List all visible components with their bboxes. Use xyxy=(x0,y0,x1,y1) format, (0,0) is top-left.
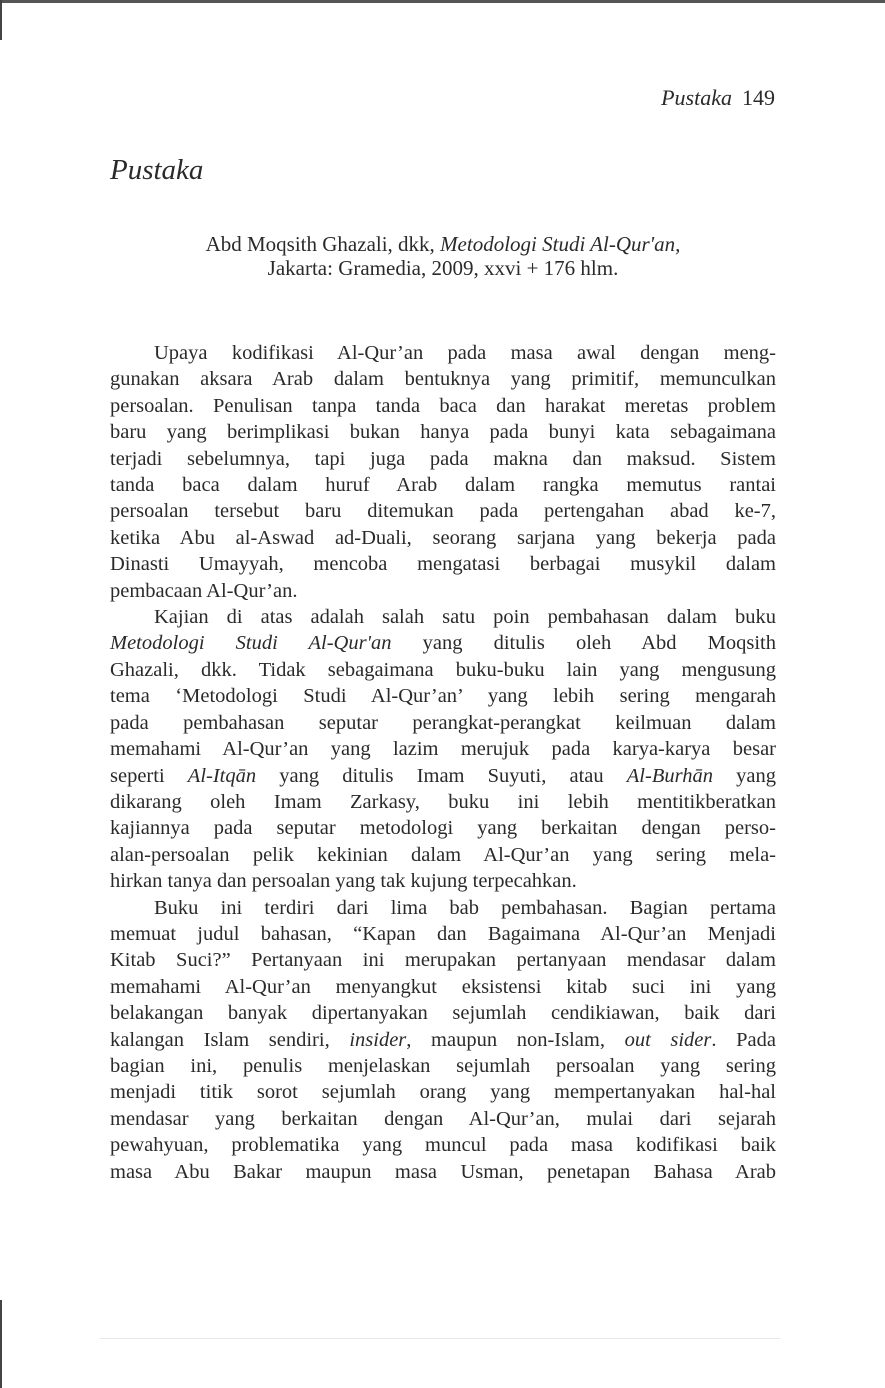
text-line xyxy=(110,419,776,445)
text-segment: hirkan tanya dan persoalan yang tak kujung terpecahkan. xyxy=(110,870,577,893)
book-citation xyxy=(110,232,776,280)
text-segment: . Pada xyxy=(711,1028,776,1051)
text-segment: Buku ini terdiri dari lima bab pembahasan. Bagian pertama xyxy=(154,896,776,919)
text-segment: pewahyuan, problematika yang muncul pada masa kodifikasi baik xyxy=(110,1134,776,1157)
text-line xyxy=(110,630,776,656)
text-line xyxy=(110,393,776,419)
running-head xyxy=(661,84,775,112)
citation-author: Abd Moqsith Ghazali, dkk, xyxy=(205,232,441,256)
text-segment: dikarang oleh Imam Zarkasy, buku ini lebih mentitikberatkan xyxy=(110,790,776,813)
text-line xyxy=(110,657,776,683)
text-segment: belakangan banyak dipertanyakan sejumlah cendikiawan, baik dari xyxy=(110,1002,776,1025)
text-line xyxy=(110,1106,776,1132)
citation-publication: Jakarta: Gramedia, 2009, xxvi + 176 hlm. xyxy=(267,256,619,280)
text-line xyxy=(110,1000,776,1026)
text-segment: Upaya kodifikasi Al-Qur’an pada masa awal dengan meng- xyxy=(154,342,776,364)
text-segment: mendasar yang berkaitan dengan Al-Qur’an, mulai dari sejarah xyxy=(110,1107,776,1130)
text-line xyxy=(110,498,776,524)
text-segment: baru yang berimplikasi bukan hanya pada bunyi kata sebagaimana xyxy=(110,421,776,444)
text-segment: menjadi titik sorot sejumlah orang yang mempertanyakan hal-hal xyxy=(110,1081,776,1104)
text-line xyxy=(110,789,776,815)
citation-line-1 xyxy=(110,232,776,256)
text-line xyxy=(110,868,776,894)
text-segment: Ghazali, dkk. Tidak sebagaimana buku-buku lain yang mengusung xyxy=(110,658,776,681)
text-line xyxy=(110,551,776,577)
italic-text: insider xyxy=(349,1028,407,1051)
italic-text: Al-Itqān xyxy=(187,764,257,787)
text-segment: memahami Al-Qur’an menyangkut eksistensi kitab suci ini yang xyxy=(110,975,776,998)
italic-text: Metodologi Studi Al-Qur'an xyxy=(110,632,392,655)
text-segment: gunakan aksara Arab dalam bentuknya yang primitif, memunculkan xyxy=(110,368,776,391)
text-segment: memuat judul bahasan, “Kapan dan Bagaimana Al-Qur’an Menjadi xyxy=(110,922,776,945)
text-line xyxy=(110,525,776,551)
text-line xyxy=(110,921,776,947)
text-segment: , maupun non-Islam, xyxy=(406,1028,625,1051)
left-edge-mark xyxy=(0,0,2,40)
paragraph xyxy=(110,604,776,894)
text-segment: persoalan tersebut baru ditemukan pada pertengahan abad ke-7, xyxy=(110,500,776,523)
text-segment: persoalan. Penulisan tanpa tanda baca dan harakat meretas problem xyxy=(110,394,776,417)
section-title: Pustaka xyxy=(110,154,204,186)
text-segment: pembacaan Al-Qur’an. xyxy=(110,579,298,602)
paragraph xyxy=(110,895,776,1185)
text-segment: tanda baca dalam huruf Arab dalam rangka memutus rantai xyxy=(110,474,776,497)
text-line xyxy=(110,736,776,762)
page-number: 149 xyxy=(742,85,775,110)
text-line xyxy=(110,1027,776,1053)
text-line xyxy=(110,366,776,392)
text-segment: memahami Al-Qur’an yang lazim merujuk pada karya-karya besar xyxy=(110,738,776,761)
paragraph xyxy=(110,340,776,604)
text-line xyxy=(110,340,776,366)
text-line xyxy=(110,578,776,604)
text-segment: masa Abu Bakar maupun masa Usman, penetapan Bahasa Arab xyxy=(110,1160,776,1183)
text-segment: Kitab Suci?” Pertanyaan ini merupakan pertanyaan mendasar dalam xyxy=(110,949,776,972)
text-segment: terjadi sebelumnya, tapi juga pada makna dan maksud. Sistem xyxy=(110,447,776,470)
text-line xyxy=(110,1053,776,1079)
text-line xyxy=(110,604,776,630)
text-segment: yang ditulis oleh Abd Moqsith xyxy=(391,632,776,655)
text-segment: kajiannya pada seputar metodologi yang berkaitan dengan perso- xyxy=(110,817,776,840)
review-body xyxy=(110,340,776,1185)
text-line xyxy=(110,763,776,789)
text-line xyxy=(110,1132,776,1158)
text-line xyxy=(110,1079,776,1105)
text-segment: pada pembahasan seputar perangkat-perangkat keilmuan dalam xyxy=(110,711,776,734)
citation-book-title: Metodologi Studi Al-Qur'an, xyxy=(440,232,681,256)
text-line xyxy=(110,472,776,498)
italic-text: out sider xyxy=(624,1028,712,1051)
text-line xyxy=(110,446,776,472)
text-line xyxy=(110,895,776,921)
text-line xyxy=(110,842,776,868)
text-segment: seperti xyxy=(110,764,188,787)
text-segment: bagian ini, penulis menjelaskan sejumlah persoalan yang sering xyxy=(110,1054,776,1077)
footer-rule xyxy=(100,1338,780,1339)
text-segment: alan-persoalan pelik kekinian dalam Al-Qur’an yang sering mela- xyxy=(110,843,776,866)
text-segment: kalangan Islam sendiri, xyxy=(110,1028,350,1051)
text-line xyxy=(110,1159,776,1185)
text-line xyxy=(110,683,776,709)
text-segment: Kajian di atas adalah salah satu poin pembahasan dalam buku xyxy=(154,606,776,629)
text-line xyxy=(110,974,776,1000)
text-line xyxy=(110,815,776,841)
left-edge-mark-bottom xyxy=(0,1300,2,1388)
text-segment: tema ‘Metodologi Studi Al-Qur’an’ yang lebih sering mengarah xyxy=(110,685,776,708)
text-segment: ketika Abu al-Aswad ad-Duali, seorang sarjana yang bekerja pada xyxy=(110,526,776,549)
running-head-title: Pustaka xyxy=(661,85,732,110)
top-edge-rule xyxy=(0,0,885,3)
italic-text: Al-Burhān xyxy=(626,764,713,787)
text-segment: yang ditulis Imam Suyuti, atau xyxy=(256,764,627,787)
text-line xyxy=(110,710,776,736)
text-segment: Dinasti Umayyah, mencoba mengatasi berbagai musykil dalam xyxy=(110,553,776,576)
text-line xyxy=(110,947,776,973)
text-segment: yang xyxy=(712,764,776,787)
